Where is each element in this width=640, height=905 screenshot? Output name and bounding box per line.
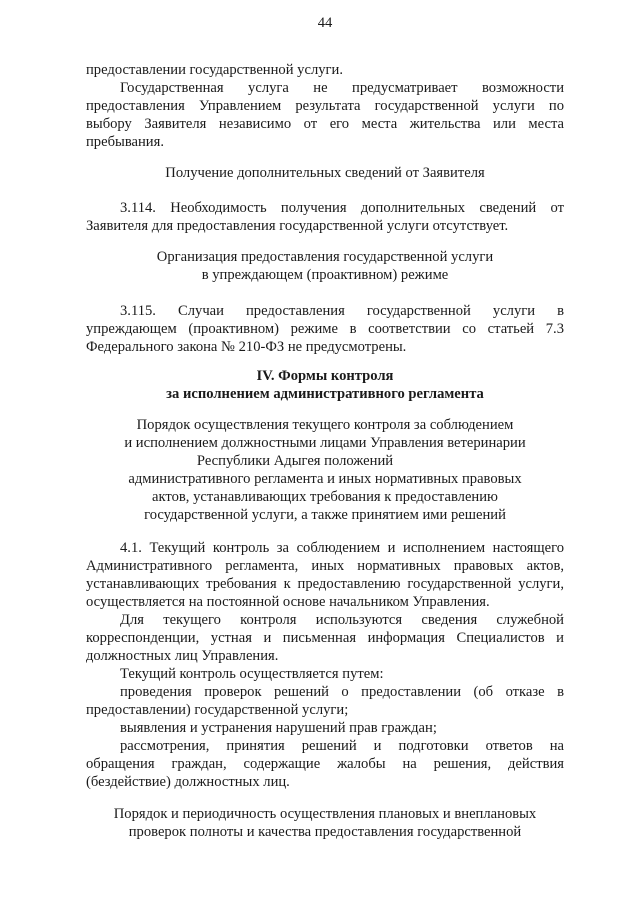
text-line: Для текущего контроля используются сведения служебной <box>120 612 564 628</box>
text-line: выявления и устранения нарушений прав граждан; <box>120 720 437 736</box>
section-heading: Порядок осуществления текущего контроля за соблюдением <box>136 417 514 433</box>
text-line: (бездействие) должностных лиц. <box>86 774 290 790</box>
text-line: Государственная услуга не предусматривает возможности <box>120 80 564 96</box>
text-line: проведения проверок решений о предоставлении (об отказе в <box>120 684 564 700</box>
text-line: устанавливающих требования к предоставлению государственной услуги, <box>86 576 564 592</box>
section-heading: и исполнением должностными лицами Управления ветеринарии <box>124 435 526 451</box>
text-line: обращения граждан, содержащие жалобы на решения, действия <box>86 756 564 772</box>
text-line: осуществляется на постоянной основе начальником Управления. <box>86 594 490 610</box>
text-line: предоставления Управлением результата государственной услуги по <box>86 98 564 114</box>
section-heading: государственной услуги, а также принятием ими решений <box>144 507 506 523</box>
chapter-heading: IV. Формы контроля <box>256 368 394 384</box>
text-line: Текущий контроль осуществляется путем: <box>120 666 384 682</box>
text-line: выбору Заявителя независимо от его места жительства или места <box>86 116 564 132</box>
text-line: Административного регламента, иных нормативных правовых актов, <box>86 558 564 574</box>
text-line: упреждающем (проактивном) режиме в соответствии со статьей 7.3 <box>86 321 564 337</box>
text-line: пребывания. <box>86 134 164 150</box>
text-line: 3.114. Необходимость получения дополнительных сведений от <box>120 200 564 216</box>
text-line: предоставлении) государственной услуги; <box>86 702 349 718</box>
section-heading: Республики Адыгея положений <box>196 453 394 469</box>
text-line: Федерального закона № 210-ФЗ не предусмотрены. <box>86 339 407 355</box>
section-heading: проверок полноты и качества предоставления государственной <box>128 824 522 840</box>
text-line: должностных лиц Управления. <box>86 648 279 664</box>
section-heading: в упреждающем (проактивном) режиме <box>201 267 449 283</box>
section-heading: актов, устанавливающих требования к предоставлению <box>152 489 498 505</box>
chapter-heading: за исполнением административного регламента <box>166 386 484 402</box>
section-heading: Получение дополнительных сведений от Заявителя <box>165 165 485 181</box>
text-line: корреспонденции, устная и письменная информация Специалистов и <box>86 630 564 646</box>
text-line: предоставлении государственной услуги. <box>86 62 343 78</box>
section-heading: Организация предоставления государственной услуги <box>156 249 494 265</box>
page-number: 44 <box>317 15 333 31</box>
text-line: 4.1. Текущий контроль за соблюдением и исполнением настоящего <box>120 540 564 556</box>
text-line: Заявителя для предоставления государственной услуги отсутствует. <box>86 218 509 234</box>
section-heading: административного регламента и иных нормативных правовых <box>128 471 522 487</box>
section-heading: Порядок и периодичность осуществления плановых и внеплановых <box>113 806 537 822</box>
text-line: рассмотрения, принятия решений и подготовки ответов на <box>120 738 564 754</box>
text-line: 3.115. Случаи предоставления государственной услуги в <box>120 303 564 319</box>
